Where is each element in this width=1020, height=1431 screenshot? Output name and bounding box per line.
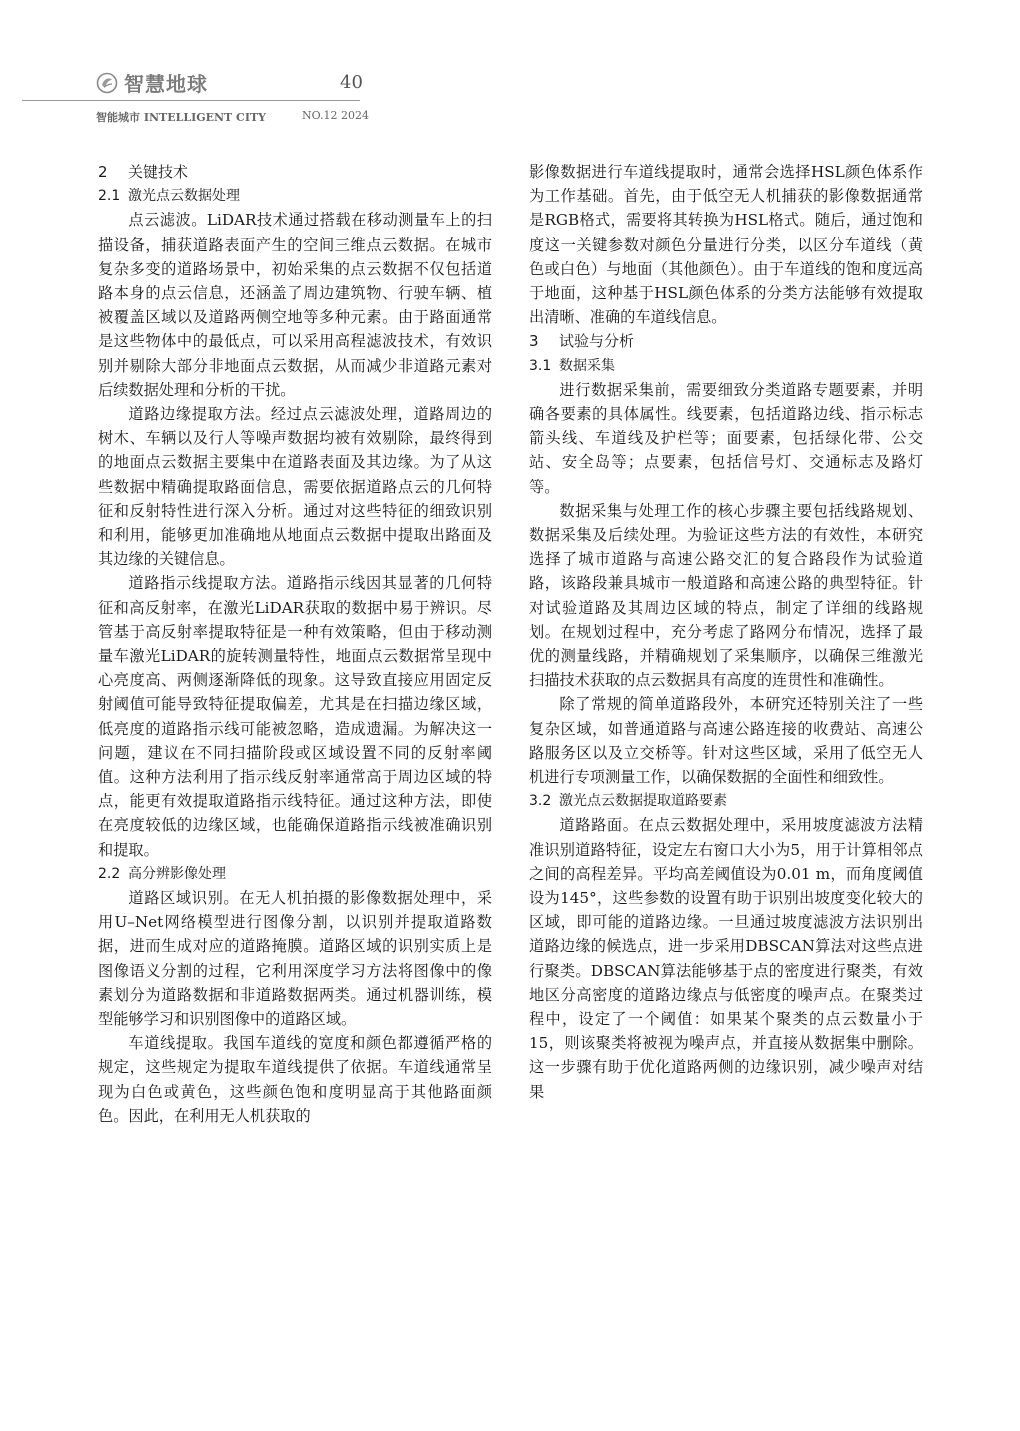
heading-text: 高分辨影像处理 [128, 865, 226, 882]
page-number: 40 [340, 72, 363, 93]
left-column [98, 160, 492, 1128]
subsection-heading [529, 789, 923, 813]
section-heading [98, 160, 492, 184]
heading-text: 关键技术 [128, 163, 189, 181]
header-rule [22, 100, 360, 101]
leaf-globe-icon [96, 72, 118, 94]
heading-number: 3.2 [529, 793, 552, 810]
body-paragraph: 进行数据采集前，需要细致分类道路专题要素，并明确各要素的具体属性。线要素，包括道路边线、指示标志箭头线、车道线及护栏等；面要素，包括绿化带、公交站、安全岛等；点要素，包括信号灯、交通标志及路灯等。 [529, 380, 923, 496]
heading-number: 2 [98, 163, 108, 181]
heading-text: 激光点云数据提取道路要素 [559, 793, 727, 810]
heading-number: 2.2 [98, 865, 121, 882]
journal-name: 智能城市 INTELLIGENT CITY [96, 111, 267, 124]
body-paragraph: 道路区域识别。在无人机拍摄的影像数据处理中，采用U–Net网络模型进行图像分割，以识别并提取道路数据，进而生成对应的道路掩膜。道路区域的识别实质上是图像语义分割的过程，它利用深度学习方法将图像中的像素划分为道路数据和非道路数据两类。通过机器训练，模型能够学习和识别图像中的道路区域。 [98, 889, 492, 1029]
subsection-heading [529, 354, 923, 378]
body-paragraph: 道路边缘提取方法。经过点云滤波处理，道路周边的树木、车辆以及行人等噪声数据均被有效剔除，最终得到的地面点云数据主要集中在道路表面及其边缘。为了从这些数据中精确提取路面信息，需要依据道路点云的几何特征和反射特性进行深入分析。通过对这些特征的细致识别和利用，能够更加准确地从地面点云数据中提取出路面及其边缘的关键信息。 [98, 405, 492, 569]
subsection-heading [98, 862, 492, 886]
heading-number: 3 [529, 332, 539, 351]
page-header [0, 0, 1020, 140]
body-paragraph: 车道线提取。我国车道线的宽度和颜色都遵循严格的规定，这些规定为提取车道线提供了依据。车道线通常呈现为白色或黄色，这些颜色饱和度明显高于其他路面颜色。因此，在利用无人机获取的 [98, 1034, 492, 1125]
heading-text: 数据采集 [559, 357, 615, 374]
section-heading [529, 329, 923, 353]
heading-number: 3.1 [529, 357, 552, 374]
subsection-heading [98, 184, 492, 208]
right-column [529, 160, 923, 1104]
brand-title: 智慧地球 [124, 72, 208, 96]
body-paragraph: 除了常规的简单道路段外，本研究还特别关注了一些复杂区域，如普通道路与高速公路连接的收费站、高速公路服务区以及立交桥等。针对这些区域，采用了低空无人机进行专项测量工作，以确保数据的全面性和细致性。 [529, 695, 923, 787]
heading-text: 激光点云数据处理 [128, 188, 240, 205]
body-paragraph: 道路指示线提取方法。道路指示线因其显著的几何特征和高反射率，在激光LiDAR获取的数据中易于辨识。尽管基于高反射率提取特征是一种有效策略，但由于移动测量车激光LiDAR的旋转测量特性，地面点云数据常呈现中心亮度高、两侧逐渐降低的现象。这导致直接应用固定反射阈值可能导致特征提取偏差，尤其是在扫描边缘区域，低亮度的道路指示线可能被忽略，造成遗漏。为解决这一问题，建议在不同扫描阶段或区域设置不同的反射率阈值。这种方法利用了指示线反射率通常高于周边区域的特点，能更有效提取道路指示线特征。通过这种方法，即使在亮度较低的边缘区域，也能确保道路指示线被准确识别和提取。 [98, 574, 492, 859]
heading-number: 2.1 [98, 188, 121, 205]
body-paragraph: 道路路面。在点云数据处理中，采用坡度滤波方法精准识别道路特征，设定左右窗口大小为5，用于计算相邻点之间的高程差异。平均高差阈值设为0.01 m，而角度阈值设为145°，这些参数的设置有助于识别出坡度变化较大的区域，即可能的道路边缘。一旦通过坡度滤波方法识别出道路边缘的候选点，进一步采用DBSCAN算法对这些点进行聚类。DBSCAN算法能够基于点的密度进行聚类，有效地区分高密度的道路边缘点与低密度的噪声点。在聚类过程中，设定了一个阈值：如果某个聚类的点云数量小于15，则该聚类将被视为噪声点，并直接从数据集中删除。这一步骤有助于优化道路两侧的边缘识别，减少噪声对结果 [529, 816, 923, 1101]
body-paragraph: 数据采集与处理工作的核心步骤主要包括线路规划、数据采集及后续处理。为验证这些方法的有效性，本研究选择了城市道路与高速公路交汇的复合路段作为试验道路，该路段兼具城市一般道路和高速公路的典型特征。针对试验道路及其周边区域的特点，制定了详细的线路规划。在规划过程中，充分考虑了路网分布情况，选择了最优的测量线路，并精确规划了采集顺序，以确保三维激光扫描技术获取的点云数据具有高度的连贯性和准确性。 [529, 501, 923, 690]
body-paragraph: 影像数据进行车道线提取时，通常会选择HSL颜色体系作为工作基础。首先，由于低空无人机捕获的影像数据通常是RGB格式，需要将其转换为HSL格式。随后，通过饱和度这一关键参数对颜色分量进行分类，以区分车道线（黄色或白色）与地面（其他颜色）。由于车道线的饱和度远高于地面，这种基于HSL颜色体系的分类方法能够有效提取出清晰、准确的车道线信息。 [529, 163, 923, 327]
issue-number: NO.12 2024 [302, 109, 369, 122]
body-paragraph: 点云滤波。LiDAR技术通过搭载在移动测量车上的扫描设备，捕获道路表面产生的空间三维点云数据。在城市复杂多变的道路场景中，初始采集的点云数据不仅包括道路本身的点云信息，还涵盖了周边建筑物、行驶车辆、植被覆盖区域以及道路两侧空地等多种元素。由于路面通常是这些物体中的最低点，可以采用高程滤波技术，有效识别并剔除大部分非地面点云数据，从而减少非道路元素对后续数据处理和分析的干扰。 [98, 211, 492, 399]
heading-text: 试验与分析 [559, 332, 635, 351]
journal-brand [96, 68, 208, 97]
